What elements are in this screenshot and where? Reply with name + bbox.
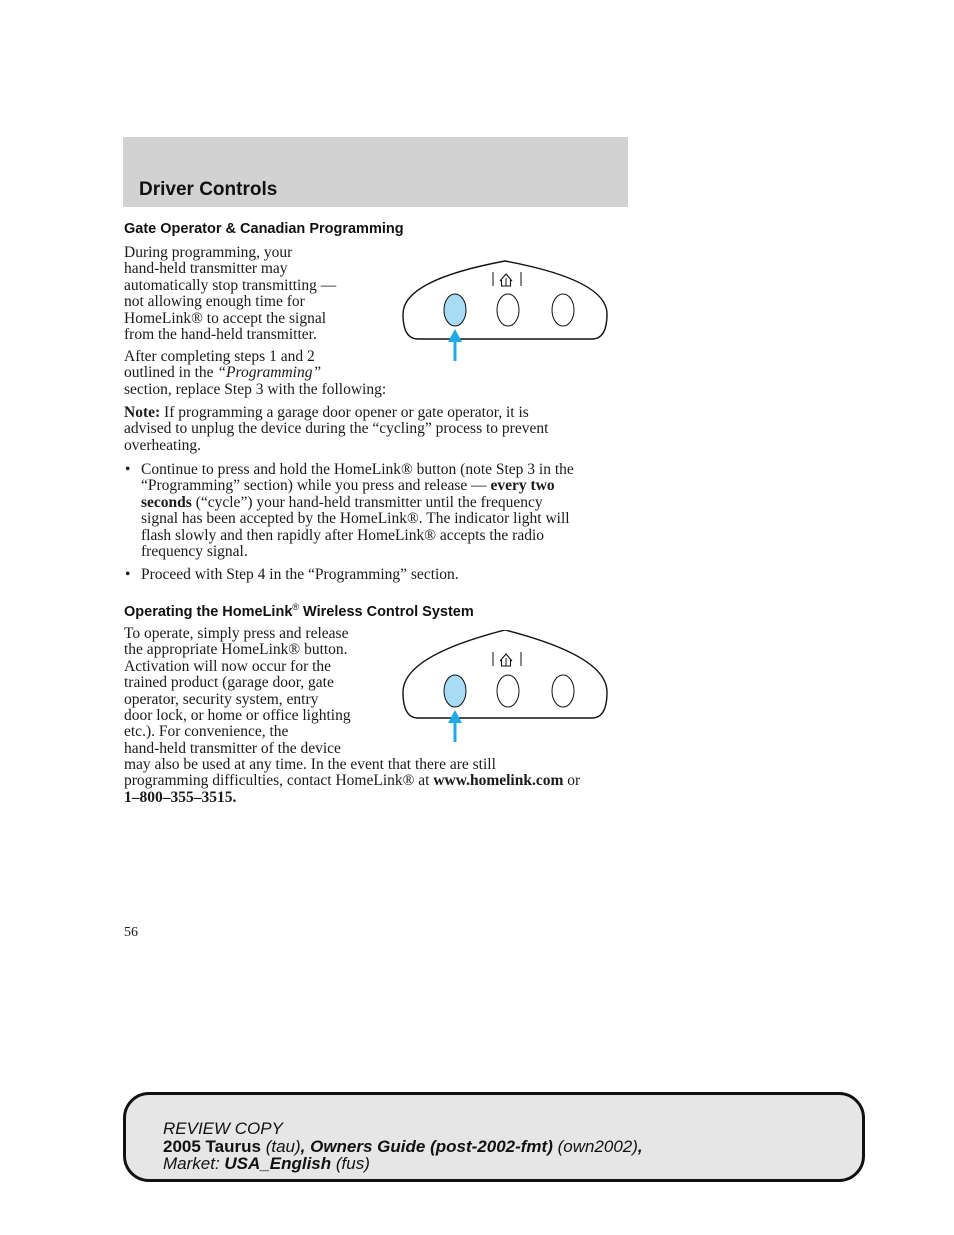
homelink-diagram-2 (398, 630, 612, 742)
heading-operating-homelink (124, 602, 474, 620)
bullet-line: signal has been accepted by the HomeLink®. The indicator light will (141, 510, 570, 528)
bullet-dot: • (125, 566, 131, 584)
footer-model: 2005 Taurus (163, 1136, 261, 1156)
footer-market: USA_English (224, 1154, 332, 1173)
registered-mark: ® (292, 602, 300, 612)
footer-text (163, 1120, 643, 1173)
para-to-operate (124, 626, 386, 757)
para-line: advised to unplug the device during the “cycling” process to prevent (124, 420, 549, 438)
para-line: hand-held transmitter may (124, 260, 288, 278)
para-line: from the hand-held transmitter. (124, 326, 317, 344)
para-line: door lock, or home or office lighting (124, 707, 351, 725)
text-span: or (563, 772, 581, 790)
note-paragraph (124, 405, 629, 454)
note-label: Note: (124, 404, 161, 421)
homelink-button-2 (497, 294, 519, 326)
para-line: not allowing enough time for (124, 293, 305, 311)
para-line: operator, security system, entry (124, 690, 319, 708)
bullet-line: flash slowly and then rapidly after HomeLink® accepts the radio (141, 526, 545, 544)
heading-gate-operator: Gate Operator & Canadian Programming (124, 221, 404, 237)
page-number: 56 (124, 925, 138, 940)
homelink-phone: 1–800–355–3515. (124, 788, 237, 806)
bullet-line: Continue to press and hold the HomeLink® button (note Step 3 in the (141, 461, 574, 478)
homelink-button-1-active (444, 294, 466, 326)
para-line (124, 773, 629, 789)
footer-line-3 (163, 1155, 643, 1173)
text-span: programming difficulties, contact HomeLink® at (124, 772, 434, 790)
para-line (124, 365, 629, 381)
para-line: During programming, your (124, 244, 293, 261)
para-line: may also be used at any time. In the event that there are still (124, 756, 496, 773)
footer-line-2 (163, 1138, 643, 1156)
heading-text: Operating the HomeLink (124, 603, 293, 620)
review-copy-footer (123, 1092, 865, 1182)
homelink-url: www.homelink.com (433, 772, 564, 790)
footer-line-1 (163, 1120, 643, 1138)
para-line (124, 405, 629, 421)
homelink-button-1-active (444, 675, 466, 707)
para-line: hand-held transmitter of the device (124, 739, 341, 757)
footer-guide-code: (own2002) (552, 1136, 638, 1156)
bullet-dot: • (125, 461, 131, 478)
heading-text: Wireless Control System (299, 603, 474, 620)
para-line: the appropriate HomeLink® button. (124, 641, 348, 659)
homelink-house-icon (493, 272, 521, 286)
section-header-band (123, 137, 628, 207)
text-span: “Programming” section) while you press and release — (141, 477, 491, 495)
footer-comma: , (637, 1136, 643, 1156)
para-line: Activation will now occur for the (124, 657, 332, 675)
programming-italic: “Programming” (217, 364, 322, 382)
bold-span: every two (490, 477, 555, 495)
homelink-diagram-1 (398, 254, 612, 364)
bullet-line (141, 478, 629, 494)
footer-market-label: Market: (163, 1154, 225, 1173)
bullet-item (124, 567, 629, 583)
para-line: trained product (garage door, gate (124, 674, 334, 692)
bullet-line: Proceed with Step 4 in the “Programming” section. (141, 566, 459, 584)
para-during-programming (124, 245, 374, 343)
footer-guide: , Owners Guide (post-2002-fmt) (300, 1136, 553, 1156)
para-line: HomeLink® to accept the signal (124, 309, 327, 327)
para-line: overheating. (124, 436, 202, 454)
text-span: (“cycle”) your hand-held transmitter until the frequency (191, 493, 543, 511)
footer-model-code: (tau) (260, 1136, 301, 1156)
homelink-button-2 (497, 675, 519, 707)
bullet-line (141, 495, 629, 511)
bullet-line: frequency signal. (141, 543, 248, 561)
press-arrow (448, 710, 462, 742)
para-line: After completing steps 1 and 2 (124, 348, 315, 365)
homelink-house-icon (493, 652, 521, 666)
bullet-item (124, 462, 629, 560)
para-line: section, replace Step 3 with the following: (124, 380, 387, 398)
press-arrow (448, 329, 462, 361)
para-contact (124, 757, 629, 806)
para-line: etc.). For convenience, the (124, 723, 289, 741)
text-span: outlined in the (124, 364, 218, 382)
page-section-title: Driver Controls (139, 179, 278, 200)
homelink-button-3 (552, 675, 574, 707)
homelink-button-3 (552, 294, 574, 326)
review-copy-label: REVIEW COPY (163, 1119, 283, 1138)
para-line: automatically stop transmitting — (124, 276, 337, 294)
bullet-list (124, 462, 629, 584)
footer-market-code: (fus) (331, 1154, 370, 1173)
para-line: To operate, simply press and release (124, 625, 349, 642)
text-span: If programming a garage door opener or gate operator, it is (160, 404, 529, 421)
bold-span: seconds (141, 493, 192, 511)
para-line (124, 790, 629, 806)
